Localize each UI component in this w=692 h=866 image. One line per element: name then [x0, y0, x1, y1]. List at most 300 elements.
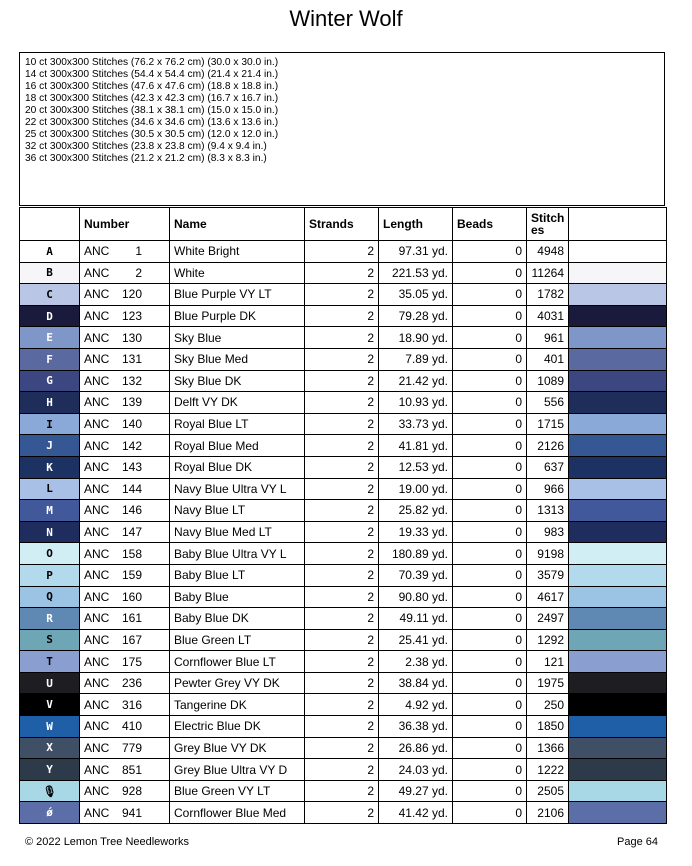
number-cell [80, 500, 170, 522]
name-cell: White [170, 262, 305, 284]
number-cell [80, 672, 170, 694]
beads-cell: 0 [453, 241, 527, 263]
table-row [20, 672, 667, 694]
beads-cell: 0 [453, 348, 527, 370]
fabric-size-line: 22 ct 300x300 Stitches (34.6 x 34.6 cm) (13.6 x 13.6 in.) [25, 117, 279, 128]
number-cell [80, 759, 170, 781]
name-cell: Navy Blue Med LT [170, 521, 305, 543]
beads-cell: 0 [453, 521, 527, 543]
stitches-cell: 1715 [527, 413, 569, 435]
name-cell: Baby Blue DK [170, 608, 305, 630]
table-row [20, 629, 667, 651]
floss-code: 132 [121, 373, 142, 388]
number-cell [80, 716, 170, 738]
table-row [20, 694, 667, 716]
strands-cell: 2 [305, 543, 379, 565]
floss-code: 158 [121, 546, 142, 561]
beads-cell: 0 [453, 629, 527, 651]
page-title: Winter Wolf [289, 6, 403, 31]
color-swatch [569, 780, 667, 802]
symbol-cell: S [20, 629, 80, 651]
length-cell: 33.73 yd. [379, 413, 453, 435]
strands-cell: 2 [305, 737, 379, 759]
length-cell: 25.82 yd. [379, 500, 453, 522]
strands-cell: 2 [305, 413, 379, 435]
strands-cell: 2 [305, 500, 379, 522]
fabric-size-line: 10 ct 300x300 Stitches (76.2 x 76.2 cm) (30.0 x 30.0 in.) [25, 57, 279, 68]
length-cell: 49.11 yd. [379, 608, 453, 630]
stitches-cell: 250 [527, 694, 569, 716]
name-cell: Delft VY DK [170, 392, 305, 414]
fabric-size-line: 36 ct 300x300 Stitches (21.2 x 21.2 cm) (8.3 x 8.3 in.) [25, 153, 267, 164]
strands-cell: 2 [305, 456, 379, 478]
floss-code: 144 [121, 481, 142, 496]
floss-code: 316 [121, 697, 142, 712]
stitches-cell: 3579 [527, 564, 569, 586]
name-cell: Baby Blue LT [170, 564, 305, 586]
table-row [20, 348, 667, 370]
number-cell [80, 521, 170, 543]
stitches-cell: 1366 [527, 737, 569, 759]
length-cell: 70.39 yd. [379, 564, 453, 586]
symbol-cell: O [20, 543, 80, 565]
strands-cell: 2 [305, 672, 379, 694]
stitches-cell: 1222 [527, 759, 569, 781]
strands-cell: 2 [305, 759, 379, 781]
floss-brand: ANC [84, 697, 110, 712]
color-swatch [569, 543, 667, 565]
name-cell: Sky Blue DK [170, 370, 305, 392]
name-cell: Cornflower Blue LT [170, 651, 305, 673]
table-row [20, 521, 667, 543]
length-cell: 18.90 yd. [379, 327, 453, 349]
floss-brand: ANC [84, 287, 110, 302]
table-row [20, 564, 667, 586]
floss-brand: ANC [84, 265, 110, 280]
fabric-sizes-box [19, 52, 665, 206]
floss-code: 147 [121, 525, 142, 540]
beads-cell: 0 [453, 478, 527, 500]
beads-cell: 0 [453, 716, 527, 738]
table-row [20, 543, 667, 565]
length-cell: 21.42 yd. [379, 370, 453, 392]
beads-cell: 0 [453, 327, 527, 349]
floss-code: 131 [121, 352, 142, 367]
stitches-cell: 121 [527, 651, 569, 673]
color-swatch [569, 651, 667, 673]
floss-code: 120 [121, 287, 142, 302]
number-cell [80, 629, 170, 651]
name-cell: Baby Blue Ultra VY L [170, 543, 305, 565]
symbol-cell: E [20, 327, 80, 349]
symbol-cell: I [20, 413, 80, 435]
floss-code: 123 [121, 309, 142, 324]
floss-brand: ANC [84, 546, 110, 561]
table-row [20, 392, 667, 414]
number-cell [80, 305, 170, 327]
length-cell: 26.86 yd. [379, 737, 453, 759]
stitches-cell: 556 [527, 392, 569, 414]
floss-code: 941 [121, 805, 142, 820]
color-swatch [569, 802, 667, 824]
length-cell: 24.03 yd. [379, 759, 453, 781]
stitches-cell: 1089 [527, 370, 569, 392]
strands-cell: 2 [305, 348, 379, 370]
beads-cell: 0 [453, 284, 527, 306]
floss-brand: ANC [84, 719, 110, 734]
color-swatch [569, 413, 667, 435]
strands-cell: 2 [305, 564, 379, 586]
number-cell [80, 262, 170, 284]
floss-brand: ANC [84, 373, 110, 388]
length-header: Length [379, 208, 453, 241]
floss-brand: ANC [84, 460, 110, 475]
name-cell: Blue Purple DK [170, 305, 305, 327]
name-cell: Royal Blue DK [170, 456, 305, 478]
floss-code: 140 [121, 417, 142, 432]
stitches-cell: 1975 [527, 672, 569, 694]
name-cell: Grey Blue Ultra VY D [170, 759, 305, 781]
floss-brand: ANC [84, 481, 110, 496]
color-swatch [569, 348, 667, 370]
table-row [20, 456, 667, 478]
name-cell: Royal Blue LT [170, 413, 305, 435]
beads-cell: 0 [453, 672, 527, 694]
table-row [20, 500, 667, 522]
color-swatch [569, 521, 667, 543]
color-swatch [569, 327, 667, 349]
table-row [20, 737, 667, 759]
length-cell: 49.27 yd. [379, 780, 453, 802]
number-cell [80, 348, 170, 370]
color-swatch [569, 564, 667, 586]
floss-code: 143 [121, 460, 142, 475]
stitches-cell: 9198 [527, 543, 569, 565]
symbol-cell: K [20, 456, 80, 478]
symbol-cell: P [20, 564, 80, 586]
name-cell: Blue Green LT [170, 629, 305, 651]
beads-header: Beads [453, 208, 527, 241]
number-cell [80, 694, 170, 716]
symbol-cell: D [20, 305, 80, 327]
floss-code: 160 [121, 589, 142, 604]
strands-cell: 2 [305, 327, 379, 349]
strands-cell: 2 [305, 241, 379, 263]
floss-brand: ANC [84, 352, 110, 367]
symbol-cell: B [20, 262, 80, 284]
color-swatch [569, 629, 667, 651]
length-cell: 221.53 yd. [379, 262, 453, 284]
name-header: Name [170, 208, 305, 241]
strands-cell: 2 [305, 435, 379, 457]
strands-cell: 2 [305, 629, 379, 651]
color-swatch [569, 759, 667, 781]
length-cell: 7.89 yd. [379, 348, 453, 370]
length-cell: 35.05 yd. [379, 284, 453, 306]
beads-cell: 0 [453, 608, 527, 630]
floss-code: 142 [121, 438, 142, 453]
floss-brand: ANC [84, 568, 110, 583]
color-swatch [569, 435, 667, 457]
beads-cell: 0 [453, 737, 527, 759]
name-cell: Navy Blue Ultra VY L [170, 478, 305, 500]
number-cell [80, 370, 170, 392]
stitches-header [527, 208, 569, 241]
stitches-cell: 1850 [527, 716, 569, 738]
beads-cell: 0 [453, 370, 527, 392]
beads-cell: 0 [453, 564, 527, 586]
strands-cell: 2 [305, 586, 379, 608]
table-row [20, 305, 667, 327]
floss-code: 928 [121, 784, 142, 799]
color-swatch [569, 241, 667, 263]
strands-header: Strands [305, 208, 379, 241]
number-cell [80, 780, 170, 802]
floss-brand: ANC [84, 525, 110, 540]
floss-code: 236 [121, 676, 142, 691]
table-row [20, 716, 667, 738]
length-cell: 25.41 yd. [379, 629, 453, 651]
length-cell: 19.33 yd. [379, 521, 453, 543]
length-cell: 4.92 yd. [379, 694, 453, 716]
strands-cell: 2 [305, 262, 379, 284]
strands-cell: 2 [305, 694, 379, 716]
symbol-cell: X [20, 737, 80, 759]
length-cell: 38.84 yd. [379, 672, 453, 694]
beads-cell: 0 [453, 500, 527, 522]
stitches-cell: 983 [527, 521, 569, 543]
color-swatch [569, 284, 667, 306]
name-cell: Tangerine DK [170, 694, 305, 716]
table-row [20, 651, 667, 673]
floss-brand: ANC [84, 330, 110, 345]
name-cell: Grey Blue VY DK [170, 737, 305, 759]
stitches-cell: 2497 [527, 608, 569, 630]
strands-cell: 2 [305, 716, 379, 738]
fabric-size-line: 14 ct 300x300 Stitches (54.4 x 54.4 cm) (21.4 x 21.4 in.) [25, 69, 279, 80]
strands-cell: 2 [305, 802, 379, 824]
floss-code: 1 [135, 244, 142, 259]
fabric-size-line: 18 ct 300x300 Stitches (42.3 x 42.3 cm) (16.7 x 16.7 in.) [25, 93, 279, 104]
number-cell [80, 435, 170, 457]
color-swatch [569, 586, 667, 608]
stitches-cell: 966 [527, 478, 569, 500]
number-cell [80, 413, 170, 435]
floss-brand: ANC [84, 438, 110, 453]
strands-cell: 2 [305, 392, 379, 414]
beads-cell: 0 [453, 435, 527, 457]
symbol-cell: M [20, 500, 80, 522]
fabric-size-line: 25 ct 300x300 Stitches (30.5 x 30.5 cm) (12.0 x 12.0 in.) [25, 129, 279, 140]
beads-cell: 0 [453, 651, 527, 673]
beads-cell: 0 [453, 456, 527, 478]
symbol-cell: V [20, 694, 80, 716]
floss-brand: ANC [84, 244, 110, 259]
stitches-cell: 2106 [527, 802, 569, 824]
beads-cell: 0 [453, 392, 527, 414]
strands-cell: 2 [305, 780, 379, 802]
length-cell: 97.31 yd. [379, 241, 453, 263]
stitches-cell: 637 [527, 456, 569, 478]
length-cell: 19.00 yd. [379, 478, 453, 500]
name-cell: Blue Green VY LT [170, 780, 305, 802]
floss-code: 130 [121, 330, 142, 345]
name-cell: Electric Blue DK [170, 716, 305, 738]
floss-brand: ANC [84, 632, 110, 647]
symbol-cell: T [20, 651, 80, 673]
stitches-cell: 401 [527, 348, 569, 370]
symbol-cell: J [20, 435, 80, 457]
color-swatch [569, 672, 667, 694]
length-cell: 36.38 yd. [379, 716, 453, 738]
floss-code: 159 [121, 568, 142, 583]
symbol-cell: R [20, 608, 80, 630]
floss-brand: ANC [84, 784, 110, 799]
length-cell: 41.42 yd. [379, 802, 453, 824]
symbol-cell: ǿ [20, 802, 80, 824]
strands-cell: 2 [305, 521, 379, 543]
length-cell: 41.81 yd. [379, 435, 453, 457]
length-cell: 180.89 yd. [379, 543, 453, 565]
symbol-cell: Y [20, 759, 80, 781]
table-row [20, 262, 667, 284]
color-swatch [569, 608, 667, 630]
stitches-cell: 2126 [527, 435, 569, 457]
floss-code: 139 [121, 395, 142, 410]
table-row [20, 370, 667, 392]
stitches-header-line2: es [531, 223, 545, 237]
number-cell [80, 478, 170, 500]
stitches-cell: 11264 [527, 262, 569, 284]
color-swatch [569, 392, 667, 414]
length-cell: 2.38 yd. [379, 651, 453, 673]
beads-cell: 0 [453, 413, 527, 435]
name-cell: Pewter Grey VY DK [170, 672, 305, 694]
strands-cell: 2 [305, 284, 379, 306]
number-cell [80, 564, 170, 586]
table-row [20, 586, 667, 608]
floss-brand: ANC [84, 676, 110, 691]
floss-brand: ANC [84, 740, 110, 755]
number-cell [80, 241, 170, 263]
stitches-header-line1: Stitch [531, 211, 565, 225]
floss-brand: ANC [84, 654, 110, 669]
symbol-cell: G [20, 370, 80, 392]
beads-cell: 0 [453, 802, 527, 824]
beads-cell: 0 [453, 305, 527, 327]
symbol-header [20, 208, 80, 241]
beads-cell: 0 [453, 759, 527, 781]
strands-cell: 2 [305, 651, 379, 673]
number-cell [80, 802, 170, 824]
floss-legend-table [19, 207, 667, 824]
color-swatch [569, 262, 667, 284]
color-swatch [569, 456, 667, 478]
table-row [20, 478, 667, 500]
table-row [20, 435, 667, 457]
number-cell [80, 651, 170, 673]
symbol-cell: A [20, 241, 80, 263]
name-cell: Sky Blue Med [170, 348, 305, 370]
stitches-cell: 1313 [527, 500, 569, 522]
number-cell [80, 543, 170, 565]
table-row [20, 284, 667, 306]
length-cell: 10.93 yd. [379, 392, 453, 414]
name-cell: White Bright [170, 241, 305, 263]
table-row [20, 327, 667, 349]
name-cell: Cornflower Blue Med [170, 802, 305, 824]
number-cell [80, 327, 170, 349]
floss-brand: ANC [84, 395, 110, 410]
table-row [20, 608, 667, 630]
color-swatch [569, 500, 667, 522]
stitches-cell: 2505 [527, 780, 569, 802]
beads-cell: 0 [453, 694, 527, 716]
length-cell: 90.80 yd. [379, 586, 453, 608]
floss-code: 167 [121, 632, 142, 647]
name-cell: Blue Purple VY LT [170, 284, 305, 306]
copyright-text: © 2022 Lemon Tree Needleworks [25, 836, 190, 848]
strands-cell: 2 [305, 608, 379, 630]
name-cell: Baby Blue [170, 586, 305, 608]
strands-cell: 2 [305, 478, 379, 500]
symbol-cell: N [20, 521, 80, 543]
beads-cell: 0 [453, 586, 527, 608]
symbol-cell: H [20, 392, 80, 414]
floss-brand: ANC [84, 805, 110, 820]
fabric-size-line: 16 ct 300x300 Stitches (47.6 x 47.6 cm) (18.8 x 18.8 in.) [25, 81, 279, 92]
stitches-cell: 4031 [527, 305, 569, 327]
symbol-cell: W [20, 716, 80, 738]
number-cell [80, 608, 170, 630]
table-row [20, 759, 667, 781]
name-cell: Royal Blue Med [170, 435, 305, 457]
name-cell: Navy Blue LT [170, 500, 305, 522]
floss-brand: ANC [84, 762, 110, 777]
beads-cell: 0 [453, 543, 527, 565]
number-cell [80, 586, 170, 608]
length-cell: 12.53 yd. [379, 456, 453, 478]
floss-code: 161 [121, 611, 142, 626]
color-swatch [569, 305, 667, 327]
stitches-cell: 4948 [527, 241, 569, 263]
table-header-row [20, 208, 667, 241]
floss-brand: ANC [84, 503, 110, 518]
floss-code: 2 [135, 265, 142, 280]
number-cell [80, 284, 170, 306]
floss-code: 410 [121, 719, 142, 734]
symbol-cell: 🎙 [20, 780, 80, 802]
fabric-size-line: 20 ct 300x300 Stitches (38.1 x 38.1 cm) (15.0 x 15.0 in.) [25, 105, 279, 116]
table-row [20, 780, 667, 802]
symbol-cell: F [20, 348, 80, 370]
length-cell: 79.28 yd. [379, 305, 453, 327]
color-swatch [569, 694, 667, 716]
table-row [20, 413, 667, 435]
swatch-header [569, 208, 667, 241]
strands-cell: 2 [305, 370, 379, 392]
stitches-cell: 1292 [527, 629, 569, 651]
number-cell [80, 456, 170, 478]
symbol-cell: L [20, 478, 80, 500]
stitches-cell: 4617 [527, 586, 569, 608]
symbol-cell: U [20, 672, 80, 694]
floss-brand: ANC [84, 309, 110, 324]
floss-code: 146 [121, 503, 142, 518]
number-cell [80, 392, 170, 414]
stitches-cell: 961 [527, 327, 569, 349]
floss-brand: ANC [84, 611, 110, 626]
